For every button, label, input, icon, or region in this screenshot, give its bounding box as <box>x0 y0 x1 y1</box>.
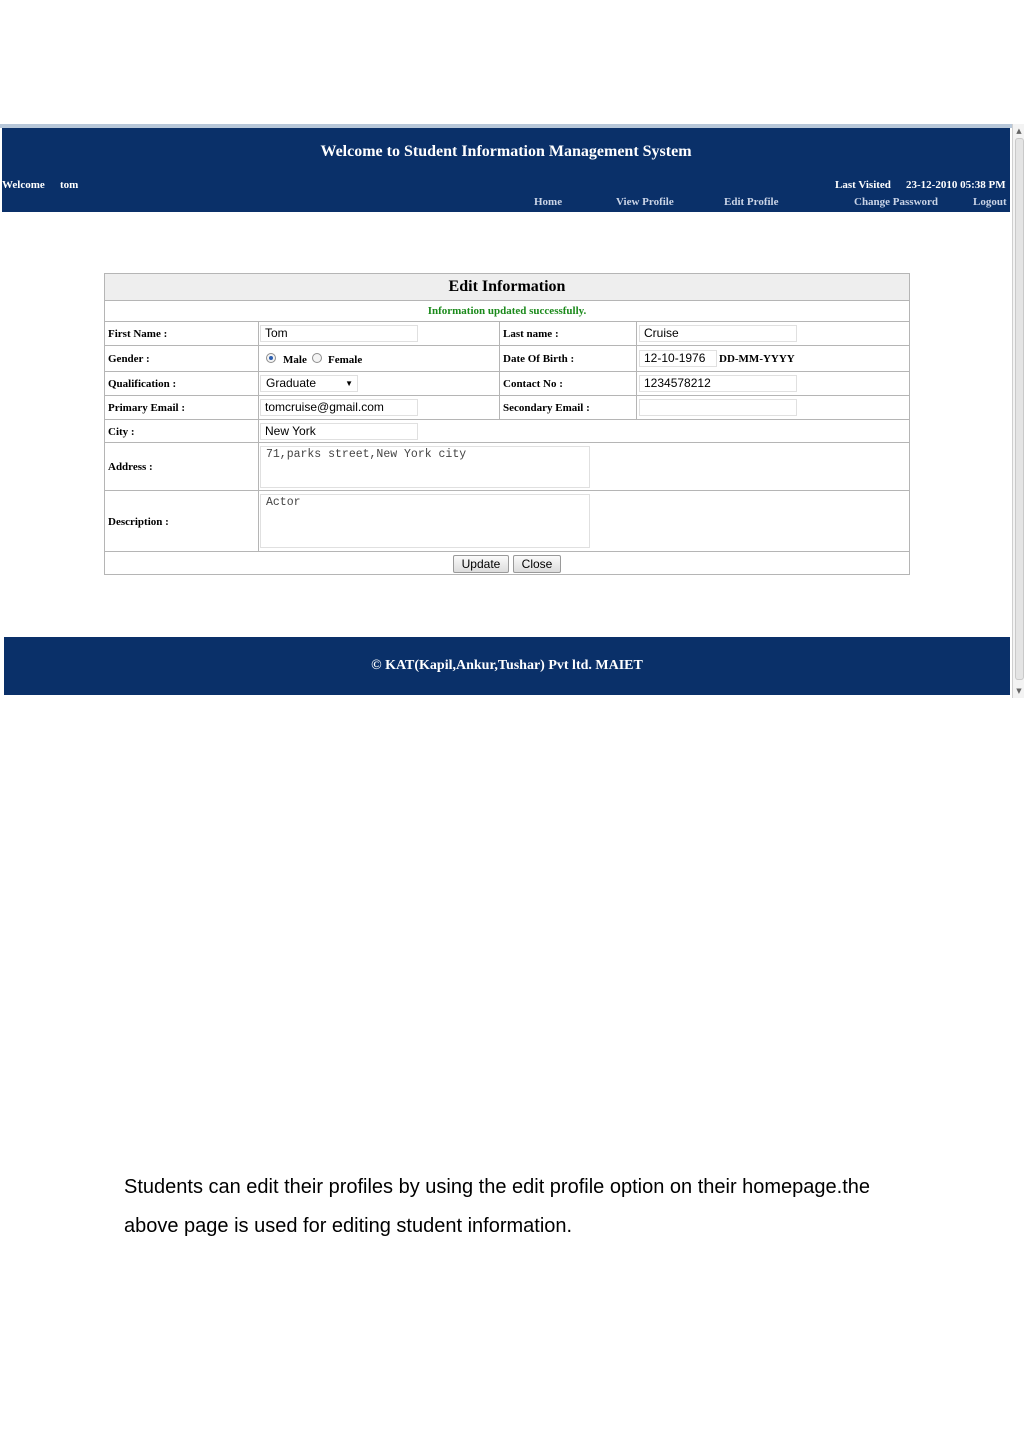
column-divider <box>258 420 259 442</box>
column-divider <box>258 372 259 395</box>
column-divider <box>636 346 637 371</box>
last-name-input[interactable]: Cruise <box>639 325 797 342</box>
document-caption: Students can edit their profiles by using the edit profile option on their homepage.the above page is used for editing student information. <box>124 1176 871 1237</box>
city-label: City : <box>108 426 135 438</box>
column-divider <box>499 322 500 345</box>
column-divider <box>258 491 259 551</box>
address-label: Address : <box>108 461 153 473</box>
button-row <box>105 551 909 575</box>
column-divider <box>258 322 259 345</box>
address-textarea[interactable]: 71,parks street,New York city <box>260 446 590 488</box>
last-visited-label: Last Visited <box>835 179 891 191</box>
nav-change-password-link[interactable]: Change Password <box>854 196 939 208</box>
scroll-down-arrow-icon[interactable]: ▼ <box>1016 687 1022 695</box>
nav-home-link[interactable]: Home <box>534 196 563 208</box>
chevron-down-icon: ▼ <box>345 379 353 388</box>
nav-edit-profile-link[interactable]: Edit Profile <box>724 196 779 208</box>
column-divider <box>636 372 637 395</box>
address-row <box>105 442 909 490</box>
column-divider <box>499 396 500 419</box>
last-name-label: Last name : <box>503 328 559 340</box>
success-message: Information updated successfully. <box>427 305 587 317</box>
vertical-scrollbar[interactable] <box>1012 124 1024 698</box>
contact-label: Contact No : <box>503 378 563 390</box>
description-label: Description : <box>108 516 169 528</box>
gender-male-radio[interactable] <box>266 353 276 363</box>
site-header <box>2 128 1010 212</box>
dob-format-hint: DD-MM-YYYY <box>719 353 795 365</box>
column-divider <box>636 322 637 345</box>
site-title: Welcome to Student Information Management System <box>320 143 692 160</box>
email-row <box>105 395 909 419</box>
welcome-label: Welcome <box>2 179 45 191</box>
scroll-thumb[interactable] <box>1015 138 1024 680</box>
description-row <box>105 490 909 551</box>
secondary-email-input[interactable] <box>639 399 797 416</box>
description-textarea[interactable]: Actor <box>260 494 590 548</box>
dob-input[interactable]: 12-10-1976 <box>639 350 717 367</box>
qualification-label: Qualification : <box>108 378 177 390</box>
nav-view-profile-link[interactable]: View Profile <box>616 196 674 208</box>
gender-female-radio[interactable] <box>312 353 322 363</box>
name-row <box>105 321 909 345</box>
first-name-label: First Name : <box>108 328 168 340</box>
close-button[interactable]: Close <box>513 555 561 573</box>
column-divider <box>499 372 500 395</box>
update-button[interactable]: Update <box>453 555 509 573</box>
city-row <box>105 419 909 442</box>
qualification-selected-value: Graduate <box>266 376 317 390</box>
primary-email-input[interactable]: tomcruise@gmail.com <box>260 399 418 416</box>
qualification-select[interactable] <box>260 375 358 392</box>
gender-row <box>105 345 909 371</box>
username: tom <box>60 179 79 191</box>
scroll-up-arrow-icon[interactable]: ▲ <box>1016 127 1022 135</box>
column-divider <box>636 396 637 419</box>
site-footer: © KAT(Kapil,Ankur,Tushar) Pvt ltd. MAIET <box>4 637 1010 695</box>
gender-label: Gender : <box>108 353 150 365</box>
primary-email-label: Primary Email : <box>108 402 185 414</box>
column-divider <box>499 346 500 371</box>
dob-label: Date Of Birth : <box>503 353 575 365</box>
gender-male-label: Male <box>283 354 307 366</box>
qualification-row <box>105 371 909 395</box>
contact-input[interactable]: 1234578212 <box>639 375 797 392</box>
secondary-email-label: Secondary Email : <box>503 402 590 414</box>
nav-logout-link[interactable]: Logout <box>973 196 1007 208</box>
column-divider <box>258 346 259 371</box>
gender-female-label: Female <box>328 354 363 366</box>
column-divider <box>258 396 259 419</box>
form-title: Edit Information <box>105 274 909 300</box>
column-divider <box>258 443 259 490</box>
last-visited-value: 23-12-2010 05:38 PM <box>906 179 1006 191</box>
city-input[interactable]: New York <box>260 423 418 440</box>
edit-information-form <box>104 273 910 575</box>
first-name-input[interactable]: Tom <box>260 325 418 342</box>
success-row <box>105 300 909 321</box>
browser-screenshot <box>0 124 1024 698</box>
